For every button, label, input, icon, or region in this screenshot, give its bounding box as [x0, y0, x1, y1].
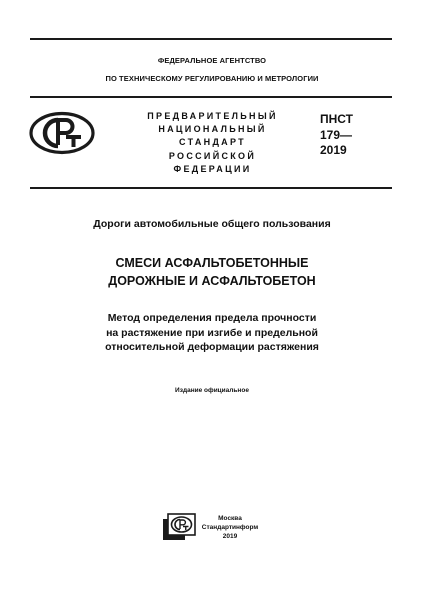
document-subtitle [0, 311, 424, 355]
document-main-title [0, 255, 424, 290]
standard-type-line: ПРЕДВАРИТЕЛЬНЫЙ [147, 111, 278, 121]
top-rule [30, 38, 392, 40]
lower-rule [30, 187, 392, 189]
publication-year: 2019 [222, 533, 238, 540]
subtitle-line: на растяжение при изгибе и предельной [106, 326, 318, 339]
standard-code-line: ПНСТ [320, 112, 353, 126]
subtitle-line: относительной деформации растяжения [105, 341, 319, 353]
publisher-name: Стандартинформ [201, 524, 259, 531]
standard-type-line: СТАНДАРТ [179, 137, 246, 148]
publisher-info [200, 514, 260, 541]
subtitle-line: Метод определения предела прочности [107, 312, 317, 324]
gost-r-logo-icon [29, 111, 95, 155]
middle-rule [30, 96, 392, 98]
standard-code-line: 179— [320, 127, 353, 142]
standard-type-line: ФЕДЕРАЦИИ [173, 163, 252, 174]
edition-note: Издание официальное [175, 387, 249, 394]
standard-type-line: НАЦИОНАЛЬНЫЙ [158, 124, 267, 135]
standard-type-line: РОССИЙСКОЙ [168, 150, 257, 161]
publisher-city: Москва [218, 515, 242, 522]
main-title-line: СМЕСИ АСФАЛЬТОБЕТОННЫЕ [115, 256, 309, 270]
standard-type-label [130, 110, 295, 176]
agency-name-line-1: ФЕДЕРАЛЬНОЕ АГЕНТСТВО [157, 56, 267, 65]
standartinform-logo-icon [162, 513, 196, 541]
standard-code-line: 2019 [320, 143, 347, 157]
main-title-line: ДОРОЖНЫЕ И АСФАЛЬТОБЕТОН [108, 273, 316, 288]
document-category: Дороги автомобильные общего пользования [93, 218, 331, 230]
standard-code [320, 112, 353, 159]
agency-name-line-2: ПО ТЕХНИЧЕСКОМУ РЕГУЛИРОВАНИЮ И МЕТРОЛОГИИ [105, 74, 319, 83]
